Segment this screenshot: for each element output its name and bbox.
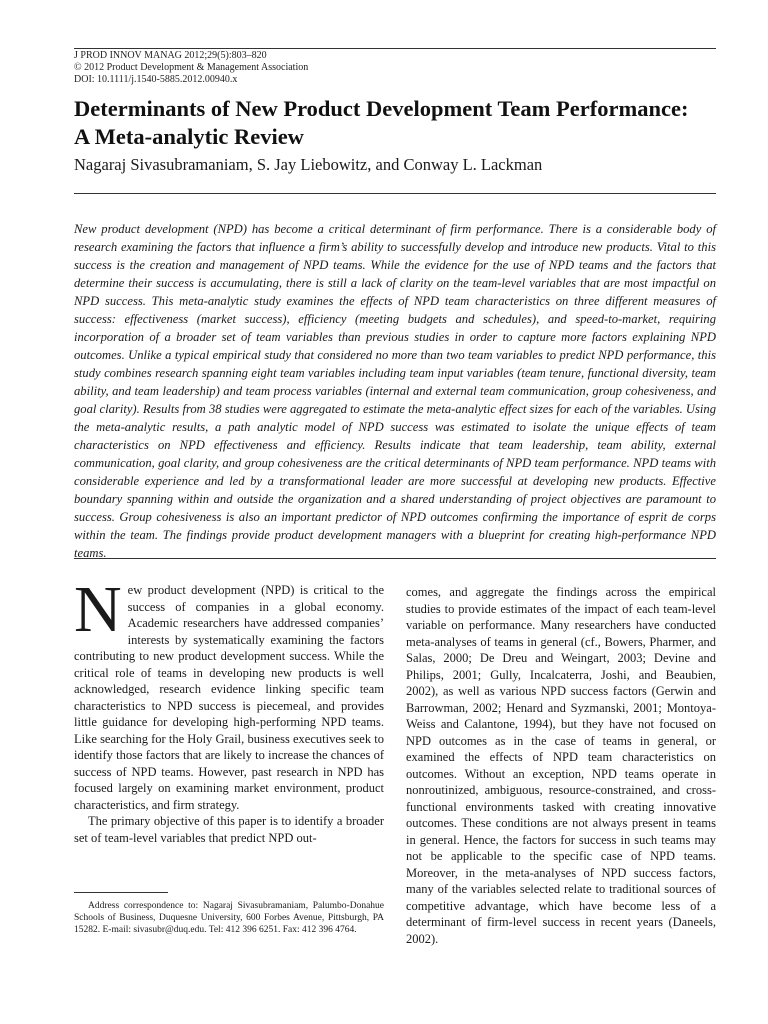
body-column-left <box>74 573 384 846</box>
body-column-right <box>406 584 716 947</box>
continued-paragraph: comes, and aggregate the findings across the empirical studies to provide estimates of the impact of each team-level variable on performance. Many researchers have conducted meta-analyses of teams in general (cf., Bowers, Pharmer, and Salas, 2000; De Dreu and Weingart, 2003; Devine and Philips, 2001; Gully, Incalcaterra, Joshi, and Beaubien, 2002), as well as various NPD success factors (Gerwin and Barrowman, 2002; Henard and Syzmanski, 2001; Montoya-Weiss and Calantone, 1994), but they have not focused on NPD outcomes as in the case of teams in general, or examined the effects of NPD team characteristics on outcomes. Without an exception, NPD teams operate in nonroutinized, ambiguous, resource-constrained, and cross-functional environments tasked with creating innovative outcomes. These conditions are not always present in teams in general. Hence, the factors for success in such teams may not be applicable to the specific case of NPD teams. Moreover, in the meta-analyses of NPD success factors, many of the variables selected relate to traditional sources of competitive advantage, which have become less of a determinant of firm-level success in recent years (Daneels, 2002). <box>406 585 716 946</box>
author-list: Nagaraj Sivasubramaniam, S. Jay Liebowitz, and Conway L. Lackman <box>74 155 543 174</box>
copyright-line: © 2012 Product Development & Management Association <box>74 62 309 73</box>
article-page <box>74 0 716 1024</box>
correspondence-footnote: Address correspondence to: Nagaraj Sivasubramaniam, Palumbo-Donahue Schools of Business, Duquesne University, 600 Forbes Avenue, Pittsburgh, PA 15282. E-mail: sivasubr@duq.edu. Tel: 412 396 6251. Fax: 412 396 4764. <box>74 901 384 935</box>
footnote-rule <box>74 892 168 893</box>
drop-cap: N <box>74 573 122 646</box>
objective-paragraph: The primary objective of this paper is to identify a broader set of team-level variables that predict NPD out- <box>74 814 384 845</box>
abstract: New product development (NPD) has become a critical determinant of firm performance. There is a considerable body of research examining the factors that influence a firm’s ability to successfully develop and introduce new products. Vital to this success is the creation and management of NPD teams. While the evidence for the use of NPD teams and the factors that determine their success is accumulating, there is still a lack of clarity on the team-level variables that are most impactful on NPD success. This meta-analytic study examines the effects of NPD team characteristics on three different measures of success: effectiveness (market success), efficiency (meeting budgets and schedules), and speed-to-market, requiring incorporation of a broader set of team variables than previous studies in order to capture more factors explaining NPD outcomes. Unlike a typical empirical study that considered no more than two team variables to predict NPD performance, this study combines research spanning eight team variables including team input variables (team tenure, functional diversity, team ability, and team leadership) and team process variables (internal and external team communication, group cohesiveness, and goal clarity). Results from 38 studies were aggregated to estimate the meta-analytic effect sizes for each of the variables. Using the meta-analytic results, a path analytic model of NPD success was estimated to isolate the unique effects of team characteristics on NPD effectiveness and efficiency. Results indicate that team leadership, team ability, external communication, goal clarity, and group cohesiveness are the critical determinants of NPD team performance. NPD teams with considerable experience and led by a transformational leader are more successful at developing new products. Effective boundary spanning within and outside the organization and a shared understanding of project objectives are paramount to success. Group cohesiveness is also an important predictor of NPD outcomes confirming the importance of esprit de corps within the team. The findings provide product development managers with a blueprint for creating high-performance NPD teams. <box>74 222 716 560</box>
article-title-line-1: Determinants of New Product Development Team Performance: <box>74 96 689 121</box>
abstract-top-rule <box>74 193 716 194</box>
article-title-line-2: A Meta-analytic Review <box>74 124 304 149</box>
intro-paragraph <box>74 573 384 813</box>
intro-text: ew product development (NPD) is critical to the success of companies in a global economy. Academic researchers have addressed companies’ interests by systematically examining the factors contributing to new product development success. While the critical role of teams in developing new products is well acknowledged, research evidence linking specific team characteristics to NPD success is piecemeal, and provides little guidance for developing high-performing NPD teams. Like searching for the Holy Grail, business executives seek to identify those factors that are likely to increase the chances of success of NPD teams. However, past research in NPD has focused largely on examining market environment, product characteristics, and firm strategy. <box>74 583 384 812</box>
article-title <box>74 95 724 151</box>
header-rule <box>74 48 716 49</box>
abstract-bottom-rule <box>74 558 716 559</box>
doi-line: DOI: 10.1111/j.1540-5885.2012.00940.x <box>74 74 238 85</box>
journal-citation-line: J PROD INNOV MANAG 2012;29(5):803–820 <box>74 50 267 61</box>
journal-citation <box>74 50 308 86</box>
